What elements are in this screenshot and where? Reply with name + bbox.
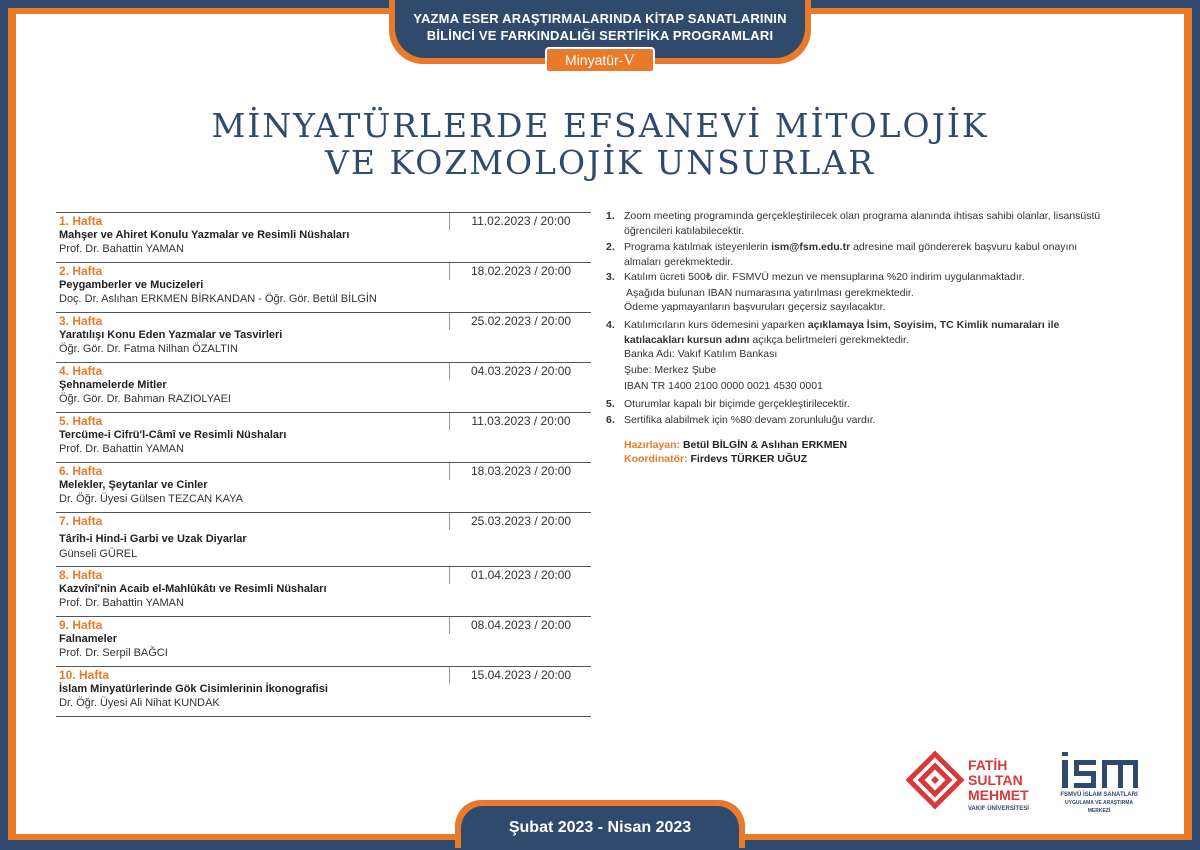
note-number: 6. — [606, 414, 615, 426]
ism-line2: UYGULAMA VE ARAŞTIRMA MERKEZİ — [1065, 800, 1133, 814]
bank-iban: IBAN TR 1400 2100 0000 0021 4530 0001 — [624, 380, 823, 392]
note-item — [606, 397, 1121, 412]
coordinator-label: Koordinatör: — [624, 453, 688, 465]
week-label: 3. Hafta — [59, 314, 103, 328]
note-text: Zoom meeting programında gerçekleştirilecek olan programa alanında ihtisas sahibi olanlar, lisansüstü öğrencileri katılabilecektir. — [624, 210, 1101, 237]
note-item — [606, 270, 1121, 285]
ism-logo-text — [1055, 791, 1143, 815]
week-speaker: Öğr. Gör. Dr. Fatma Nilhan ÖZALTIN — [59, 343, 238, 355]
week-title: Tercüme-i Cifrü'l-Câmî ve Resimli Nüshaları — [59, 429, 287, 441]
week-row — [56, 212, 591, 255]
week-title: Yaratılışı Konu Eden Yazmalar ve Tasvirleri — [59, 329, 283, 341]
week-label: 7. Hafta — [59, 514, 103, 528]
week-date: 08.04.2023 / 20:00 — [449, 617, 592, 634]
fsm-line3: MEHMET — [968, 787, 1029, 803]
note-number: 4. — [606, 319, 615, 331]
week-title: Kazvînî'nin Acaib el-Mahlûkâtı ve Resimli Nüshaları — [59, 583, 327, 595]
week-title: Melekler, Şeytanlar ve Cinler — [59, 479, 208, 491]
week-label: 10. Hafta — [59, 668, 110, 682]
week-speaker: Prof. Dr. Bahattin YAMAN — [59, 443, 184, 455]
fsm-line2: SULTAN — [968, 772, 1023, 788]
week-date: 25.03.2023 / 20:00 — [449, 513, 592, 530]
fsm-logo-mark — [905, 750, 965, 810]
note-text-bold: açıklamaya İsim, Soyisim, TC Kimlik numaraları ile katılacakları kursun adını — [624, 319, 1060, 346]
prepared-by — [624, 439, 847, 451]
coordinator-value: Firdevs TÜRKER UĞUZ — [690, 453, 808, 465]
week-label: 1. Hafta — [59, 214, 103, 228]
week-label: 2. Hafta — [59, 264, 103, 278]
bank-branch: Şube: Merkez Şube — [624, 364, 717, 376]
week-date: 01.04.2023 / 20:00 — [449, 567, 592, 584]
main-title-line1: MİNYATÜRLERDE EFSANEVİ MİTOLOJİK — [211, 106, 989, 145]
week-row — [56, 566, 591, 609]
note-text: Katılım ücreti 500₺ dir. FSMVÜ mezun ve mensuplarına %20 indirim uygulanmaktadır. — [624, 271, 1025, 283]
week-date: 18.03.2023 / 20:00 — [449, 463, 592, 480]
week-label: 8. Hafta — [59, 568, 103, 582]
week-speaker: Prof. Dr. Bahattin YAMAN — [59, 243, 184, 255]
note-text: Oturumlar kapalı bir biçimde gerçekleştirilecektir. — [624, 398, 850, 410]
week-date: 25.02.2023 / 20:00 — [449, 313, 592, 330]
week-row — [56, 362, 591, 405]
note-text-pre: Programa katılmak isteyenlerin — [624, 241, 772, 253]
week-title: Târîh-i Hind-i Garbi ve Uzak Diyarlar — [59, 533, 247, 545]
note-number: 3. — [606, 271, 615, 283]
week-date: 18.02.2023 / 20:00 — [449, 263, 592, 280]
week-row — [56, 462, 591, 505]
series-badge — [545, 47, 655, 73]
week-label: 6. Hafta — [59, 464, 103, 478]
prepared-value: Betül BİLGİN & Aslıhan ERKMEN — [682, 439, 848, 451]
week-speaker: Dr. Öğr. Üyesi Ali Nihat KUNDAK — [59, 697, 220, 709]
footer-dates: Şubat 2023 - Nisan 2023 — [461, 806, 739, 848]
note-number: 2. — [606, 241, 615, 253]
note-text — [624, 240, 1114, 270]
fsm-logo-text — [968, 758, 1029, 803]
schedule-bottom-rule — [56, 716, 591, 717]
note-text-pre: Katılımcıların kurs ödemesini yaparken — [624, 319, 808, 331]
week-date: 11.02.2023 / 20:00 — [449, 213, 592, 230]
main-title-line2: VE KOZMOLOJİK UNSURLAR — [325, 143, 875, 182]
contact-email: ism@fsm.edu.tr — [771, 241, 851, 253]
week-speaker: Prof. Dr. Bahattin YAMAN — [59, 597, 184, 609]
note-text-post: adresine mail göndererek başvuru kabul onayını almaları gerekmektedir. — [624, 241, 1078, 268]
prepared-label: Hazırlayan: — [624, 439, 681, 451]
payment-warning: Ödeme yapmayanların başvuruları geçersiz sayılacaktır. — [624, 301, 886, 313]
week-speaker: Dr. Öğr. Üyesi Gülsen TEZCAN KAYA — [59, 493, 243, 505]
week-title: İslam Minyatürlerinde Gök Cisimlerinin İkonografisi — [59, 683, 328, 695]
ism-line1: FSMVÜ İSLAM SANATLARI — [1060, 792, 1138, 798]
week-date: 04.03.2023 / 20:00 — [449, 363, 592, 380]
week-row — [56, 666, 591, 709]
week-speaker: Doç. Dr. Aslıhan ERKMEN BİRKANDAN - Öğr. Gör. Betül BİLGİN — [59, 293, 377, 305]
fsm-logo-subtitle: VAKIF ÜNİVERSİTESİ — [968, 806, 1029, 812]
week-row — [56, 312, 591, 355]
week-title: Mahşer ve Ahiret Konulu Yazmalar ve Resimli Nüshaları — [59, 229, 350, 241]
week-speaker: Prof. Dr. Serpil BAĞCI — [59, 647, 168, 659]
week-label: 4. Hafta — [59, 364, 103, 378]
badge-roman: V — [623, 52, 635, 69]
week-row — [56, 616, 591, 659]
week-label: 9. Hafta — [59, 618, 103, 632]
note-text — [624, 318, 1114, 348]
note-item — [606, 413, 1121, 428]
note-item — [606, 209, 1121, 239]
week-row — [56, 412, 591, 455]
week-date: 15.04.2023 / 20:00 — [449, 667, 592, 684]
bank-name: Banka Adı: Vakıf Katılım Bankası — [624, 348, 778, 360]
week-speaker: Öğr. Gör. Dr. Bahman RAZIOLYAEI — [59, 393, 231, 405]
iban-instruction: Aşağıda bulunan IBAN numarasına yatırılması gerekmektedir. — [626, 287, 914, 299]
program-title-line2: BİLİNCİ VE FARKINDALIĞI SERTİFİKA PROGRAMLARI — [426, 28, 774, 43]
note-number: 1. — [606, 210, 615, 222]
note-item — [606, 240, 1121, 270]
note-text: Sertifika alabilmek için %80 devam zorunluluğu vardır. — [624, 414, 876, 426]
week-row — [56, 512, 591, 560]
note-number: 5. — [606, 398, 615, 410]
program-title-line1: YAZMA ESER ARAŞTIRMALARINDA KİTAP SANATLARININ — [413, 11, 787, 26]
ism-logo-mark — [1060, 752, 1140, 788]
coordinator — [624, 453, 807, 465]
week-title: Falnameler — [59, 633, 118, 645]
week-row — [56, 262, 591, 305]
week-date: 11.03.2023 / 20:00 — [449, 413, 592, 430]
badge-text: Minyatür- — [565, 52, 624, 68]
week-speaker: Günseli GÜREL — [59, 548, 138, 560]
week-label: 5. Hafta — [59, 414, 103, 428]
fsm-line1: FATİH — [968, 757, 1008, 773]
note-text-post: açıkça belirtmeleri gerekmektedir. — [749, 334, 909, 346]
week-title: Peygamberler ve Mucizeleri — [59, 279, 204, 291]
week-title: Şehnamelerde Mitler — [59, 379, 167, 391]
note-item — [606, 318, 1121, 348]
